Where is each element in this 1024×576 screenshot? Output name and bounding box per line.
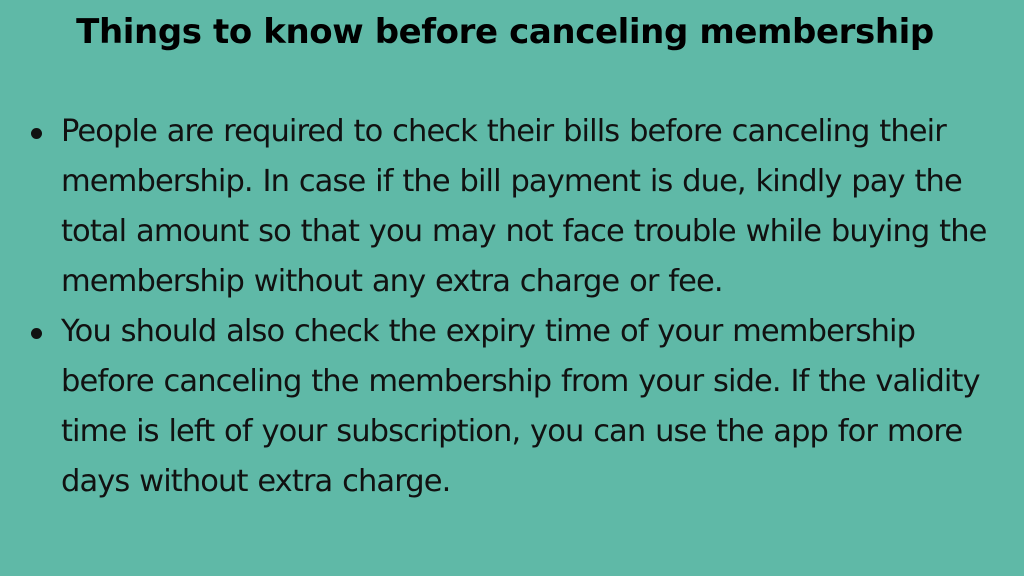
bullet-item <box>28 107 1013 307</box>
bullet-text: You should also check the expiry time of your membership before canceling the membership from your side. If the validity time is left of your subscription, you can use the app for more days without extra charge. <box>61 314 980 499</box>
bullet-text: People are required to check their bills before canceling their membership. In case if the bill payment is due, kindly pay the total amount so that you may not face trouble while buying the membership without any extra charge or fee. <box>61 114 987 299</box>
bullet-dot-icon <box>31 328 42 339</box>
bullet-item <box>28 307 1013 507</box>
bullet-list <box>28 107 1013 507</box>
slide-title: Things to know before canceling membership <box>76 12 934 52</box>
bullet-dot-icon <box>31 128 42 139</box>
